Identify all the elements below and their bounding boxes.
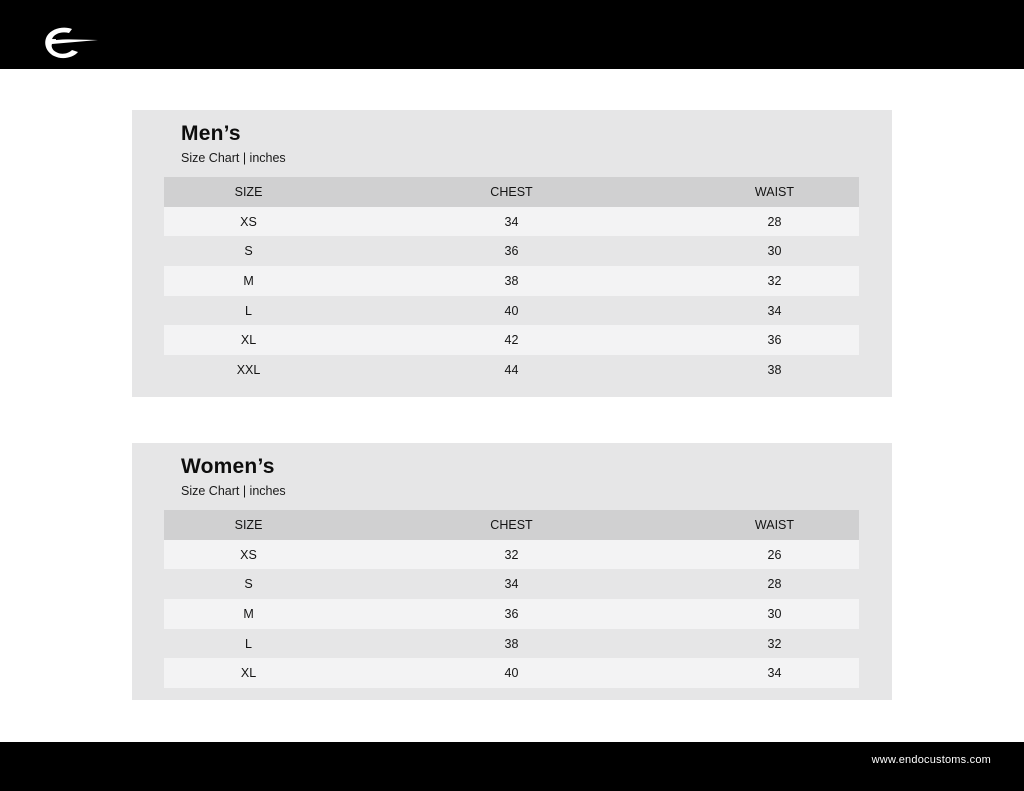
waist-cell: 30 [767, 606, 782, 621]
chest-cell: 38 [504, 636, 519, 651]
waist-cell: 32 [767, 636, 782, 651]
size-cell: M [243, 273, 254, 288]
table-row [164, 236, 859, 266]
chest-cell: 34 [504, 214, 519, 229]
chest-cell: 32 [504, 547, 519, 562]
column-header-chest: CHEST [490, 184, 533, 199]
chest-cell: 36 [504, 244, 519, 259]
column-header-waist: WAIST [754, 517, 795, 532]
waist-cell: 28 [767, 577, 782, 592]
chest-cell: 42 [504, 333, 519, 348]
size-cell: L [245, 303, 252, 318]
waist-cell: 32 [767, 273, 782, 288]
table-row [164, 599, 859, 629]
size-cell: XS [240, 547, 257, 562]
waist-cell: 30 [767, 244, 782, 259]
waist-cell: 26 [767, 547, 782, 562]
table-row [164, 207, 859, 237]
size-cell: XL [240, 333, 257, 348]
table-row [164, 629, 859, 659]
website-link[interactable]: www.endocustoms.com [871, 754, 991, 766]
size-cell: XXL [236, 362, 261, 377]
table-row [164, 658, 859, 688]
size-cell: S [244, 244, 253, 259]
chest-cell: 40 [504, 666, 519, 681]
waist-cell: 36 [767, 333, 782, 348]
mens-title: Men’s [181, 122, 241, 145]
chest-cell: 38 [504, 273, 519, 288]
womens-size-panel [132, 443, 892, 700]
table-header-row [164, 177, 859, 207]
chest-cell: 36 [504, 606, 519, 621]
mens-size-panel [132, 110, 892, 397]
chest-cell: 40 [504, 303, 519, 318]
mens-size-table [164, 177, 859, 385]
size-cell: L [245, 636, 252, 651]
size-cell: XS [240, 214, 257, 229]
womens-subtitle: Size Chart | inches [181, 484, 286, 498]
table-row [164, 569, 859, 599]
waist-cell: 38 [767, 362, 782, 377]
column-header-chest: CHEST [490, 517, 533, 532]
waist-cell: 28 [767, 214, 782, 229]
table-row [164, 325, 859, 355]
table-row [164, 296, 859, 326]
chest-cell: 44 [504, 362, 519, 377]
footer-bar [0, 742, 1024, 791]
size-cell: XL [240, 666, 257, 681]
column-header-waist: WAIST [754, 184, 795, 199]
mens-subtitle: Size Chart | inches [181, 151, 286, 165]
chest-cell: 34 [504, 577, 519, 592]
size-cell: S [244, 577, 253, 592]
column-header-size: SIZE [234, 517, 263, 532]
womens-title: Women’s [181, 455, 275, 478]
waist-cell: 34 [767, 666, 782, 681]
table-row [164, 355, 859, 385]
table-row [164, 540, 859, 570]
table-header-row [164, 510, 859, 540]
column-header-size: SIZE [234, 184, 263, 199]
size-cell: M [243, 606, 254, 621]
header-bar [0, 0, 1024, 69]
womens-size-table [164, 510, 859, 688]
endo-logo-icon [42, 25, 100, 61]
waist-cell: 34 [767, 303, 782, 318]
table-row [164, 266, 859, 296]
